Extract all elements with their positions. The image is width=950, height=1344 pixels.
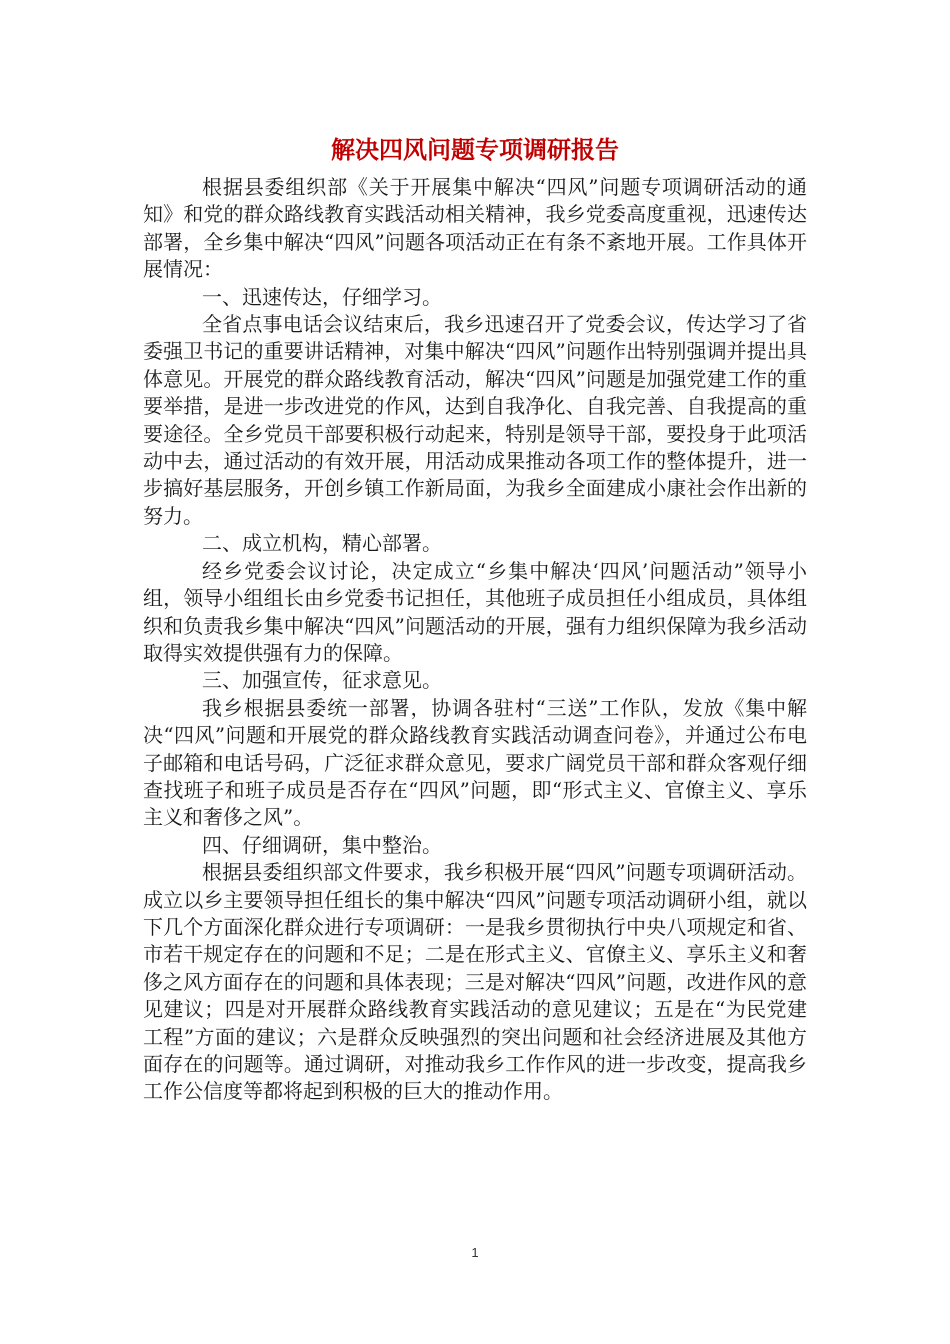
document-title: 解决四风问题专项调研报告 [331, 135, 619, 164]
section-heading-4: 四、仔细调研，集中整治。 [202, 832, 442, 857]
section-body-4: 根据县委组织部文件要求，我乡积极开展“四风”问题专项调研活动。成立以乡主要领导担任组长的集中解决“四风”问题专项活动调研小组，就以下几个方面深化群众进行专项调研：一是我乡贯彻执行中央八项规定和省、市若干规定存在的问题和不足；二是在形式主义、官僚主义、享乐主义和奢侈之风方面存在的问题和具体表现；三是对解决“四风”问题，改进作风的意见建议；四是对开展群众路线教育实践活动的意见建议；五是在“为民党建工程”方面的建议；六是群众反映强烈的突出问题和社会经济进展及其他方面存在的问题等。通过调研，对推动我乡工作作风的进一步改变，提高我乡工作公信度等都将起到积极的巨大的推动作用。 [143, 860, 807, 1104]
section-body-3: 我乡根据县委统一部署，协调各驻村“三送”工作队，发放《集中解决“四风”问题和开展党的群众路线教育实践活动调查问卷》，并通过公布电子邮箱和电话号码，广泛征求群众意见，要求广阔党员干部和群众客观仔细查找班子和班子成员是否存在“四风”问题，即“形式主义、官僚主义、享乐主义和奢侈之风”。 [143, 695, 807, 830]
section-body-2: 经乡党委会议讨论，决定成立“乡集中解决‘四风’问题活动”领导小组，领导小组组长由乡党委书记担任，其他班子成员担任小组成员，具体组织和负责我乡集中解决“四风”问题活动的开展，强有力组织保障为我乡活动取得实效提供强有力的保障。 [143, 558, 807, 665]
page-number: 1 [471, 1245, 479, 1260]
intro-paragraph: 根据县委组织部《关于开展集中解决“四风”问题专项调研活动的通知》和党的群众路线教育实践活动相关精神，我乡党委高度重视，迅速传达部署，全乡集中解决“四风”问题各项活动正在有条不紊地开展。工作具体开展情况： [143, 175, 807, 282]
section-heading-1: 一、迅速传达，仔细学习。 [202, 284, 442, 309]
document-body [143, 130, 807, 1106]
section-body-1: 全省点事电话会议结束后，我乡迅速召开了党委会议，传达学习了省委强卫书记的重要讲话精神，对集中解决“四风”问题作出特别强调并提出具体意见。开展党的群众路线教育活动，解决“四风”问题是加强党建工作的重要举措，是进一步改进党的作风，达到自我净化、自我完善、自我提高的重要途径。全乡党员干部要积极行动起来，特别是领导干部，要投身于此项活动中去，通过活动的有效开展，用活动成果推动各项工作的整体提升，进一步搞好基层服务，开创乡镇工作新局面，为我乡全面建成小康社会作出新的努力。 [143, 312, 807, 528]
section-heading-2: 二、成立机构，精心部署。 [202, 531, 442, 556]
section-heading-3: 三、加强宣传，征求意见。 [202, 668, 442, 693]
